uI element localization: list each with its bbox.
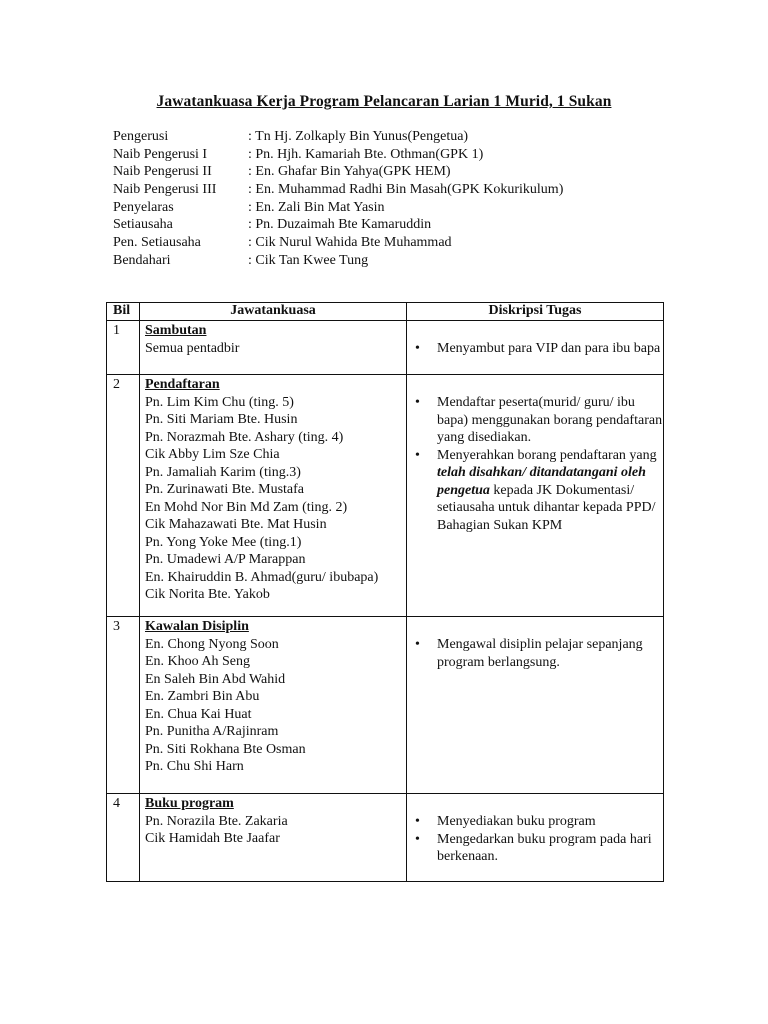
- duty-item: • Menyambut para VIP dan para ibu bapa: [413, 340, 663, 358]
- duty-item: • Mengedarkan buku program pada hari berkenaan.: [413, 831, 663, 866]
- document-title: Jawatankuasa Kerja Program Pelancaran Larian 1 Murid, 1 Sukan: [156, 93, 612, 110]
- member-name: En Saleh Bin Abd Wahid: [145, 671, 286, 687]
- committee-name: : Pn. Hjh. Kamariah Bte. Othman(GPK 1): [248, 146, 484, 162]
- member-name: Pn. Umadewi A/P Marappan: [145, 552, 306, 567]
- header-bil: Bil: [107, 303, 140, 321]
- table-row: [107, 794, 664, 882]
- member-name: Pn. Norazmah Bte. Ashary (ting. 4): [145, 429, 344, 445]
- row-number: 4: [107, 794, 140, 882]
- duty-text: Menyerahkan borang pendaftaran yang: [437, 447, 657, 463]
- duty-item: • Menyediakan buku program: [413, 813, 663, 831]
- group-title: Sambutan: [145, 323, 207, 338]
- duty-list: [413, 340, 663, 358]
- member-name: Pn. Chu Shi Harn: [145, 759, 244, 774]
- member-name: Pn. Siti Mariam Bte. Husin: [145, 412, 298, 427]
- duty-list: [413, 813, 663, 866]
- duty-emphasis: telah disahkan/ ditandatangani oleh pengetua: [437, 465, 646, 498]
- duty-item: [413, 447, 663, 535]
- member-name: En. Khoo Ah Seng: [145, 654, 250, 669]
- committee-cell: [140, 375, 407, 617]
- group-title: Buku program: [145, 796, 234, 811]
- member-name: Pn. Lim Kim Chu (ting. 5): [145, 394, 294, 410]
- member-name: Pn. Zurinawati Bte. Mustafa: [145, 482, 305, 497]
- task-table: [106, 302, 664, 882]
- member-name: Pn. Siti Rokhana Bte Osman: [145, 741, 306, 757]
- member-name: En. Chong Nyong Soon: [145, 636, 279, 652]
- committee-row: [113, 181, 563, 199]
- committee-row: [113, 128, 563, 146]
- duty-item: • Mengawal disiplin pelajar sepanjang program berlangsung.: [413, 636, 663, 671]
- member-name: Pn. Jamaliah Karim (ting.3): [145, 464, 301, 480]
- member-name: Cik Hamidah Bte Jaafar: [145, 831, 280, 846]
- duty-text: kepada JK Dokumentasi/ setiausaha untuk dihantar kepada PPD/ Bahagian Sukan KPM: [437, 482, 656, 533]
- member-name: Cik Norita Bte. Yakob: [145, 587, 270, 602]
- committee-role: Penyelaras: [113, 199, 174, 215]
- committee-role: Pen. Setiausaha: [113, 235, 201, 251]
- header-jawatankuasa: Jawatankuasa: [140, 303, 407, 321]
- committee-list: [113, 128, 563, 270]
- member-name: En Mohd Nor Bin Md Zam (ting. 2): [145, 499, 348, 515]
- group-title: Kawalan Disiplin: [145, 619, 249, 634]
- committee-role: Setiausaha: [113, 217, 173, 233]
- table-row: [107, 375, 664, 617]
- committee-name: : En. Ghafar Bin Yahya(GPK HEM): [248, 164, 451, 180]
- committee-row: [113, 199, 563, 217]
- committee-cell: [140, 794, 407, 882]
- committee-name: : Cik Nurul Wahida Bte Muhammad: [248, 235, 452, 251]
- duty-cell: [407, 375, 664, 617]
- group-title: Pendaftaran: [145, 377, 220, 392]
- duty-cell: [407, 794, 664, 882]
- committee-row: [113, 216, 563, 234]
- duty-item: • Mendaftar peserta(murid/ guru/ ibu bapa) menggunakan borang pendaftaran yang disediakan.: [413, 394, 663, 447]
- table-row: [107, 617, 664, 794]
- committee-role: Naib Pengerusi III: [113, 182, 217, 198]
- committee-name: : En. Muhammad Radhi Bin Masah(GPK Kokurikulum): [248, 182, 564, 198]
- member-name: Cik Mahazawati Bte. Mat Husin: [145, 517, 327, 532]
- member-name: Cik Abby Lim Sze Chia: [145, 447, 280, 462]
- committee-role: Naib Pengerusi I: [113, 146, 208, 162]
- duty-cell: [407, 617, 664, 794]
- committee-name: : Cik Tan Kwee Tung: [248, 252, 369, 268]
- duty-list: [413, 394, 663, 534]
- committee-name: : Pn. Duzaimah Bte Kamaruddin: [248, 217, 432, 233]
- row-number: 1: [107, 321, 140, 375]
- member-name: Semua pentadbir: [145, 340, 240, 356]
- committee-row: [113, 163, 563, 181]
- member-name: En. Zambri Bin Abu: [145, 689, 260, 704]
- committee-cell: [140, 617, 407, 794]
- committee-cell: [140, 321, 407, 375]
- member-name: Pn. Norazila Bte. Zakaria: [145, 813, 288, 829]
- member-name: En. Khairuddin B. Ahmad(guru/ ibubapa): [145, 569, 379, 585]
- member-name: Pn. Yong Yoke Mee (ting.1): [145, 534, 302, 550]
- committee-name: : Tn Hj. Zolkaply Bin Yunus(Pengetua): [248, 129, 469, 144]
- committee-row: [113, 252, 563, 270]
- committee-role: Pengerusi: [113, 129, 169, 144]
- row-number: 2: [107, 375, 140, 617]
- committee-name: : En. Zali Bin Mat Yasin: [248, 199, 385, 215]
- table-row: [107, 321, 664, 375]
- table-header-row: [107, 303, 664, 321]
- row-number: 3: [107, 617, 140, 794]
- header-tugas: Diskripsi Tugas: [407, 303, 664, 321]
- committee-row: [113, 234, 563, 252]
- duty-list: [413, 636, 663, 671]
- member-name: En. Chua Kai Huat: [145, 706, 252, 722]
- member-name: Pn. Punitha A/Rajinram: [145, 724, 279, 739]
- committee-role: Bendahari: [113, 252, 171, 268]
- committee-row: [113, 146, 563, 164]
- duty-cell: [407, 321, 664, 375]
- committee-role: Naib Pengerusi II: [113, 164, 212, 180]
